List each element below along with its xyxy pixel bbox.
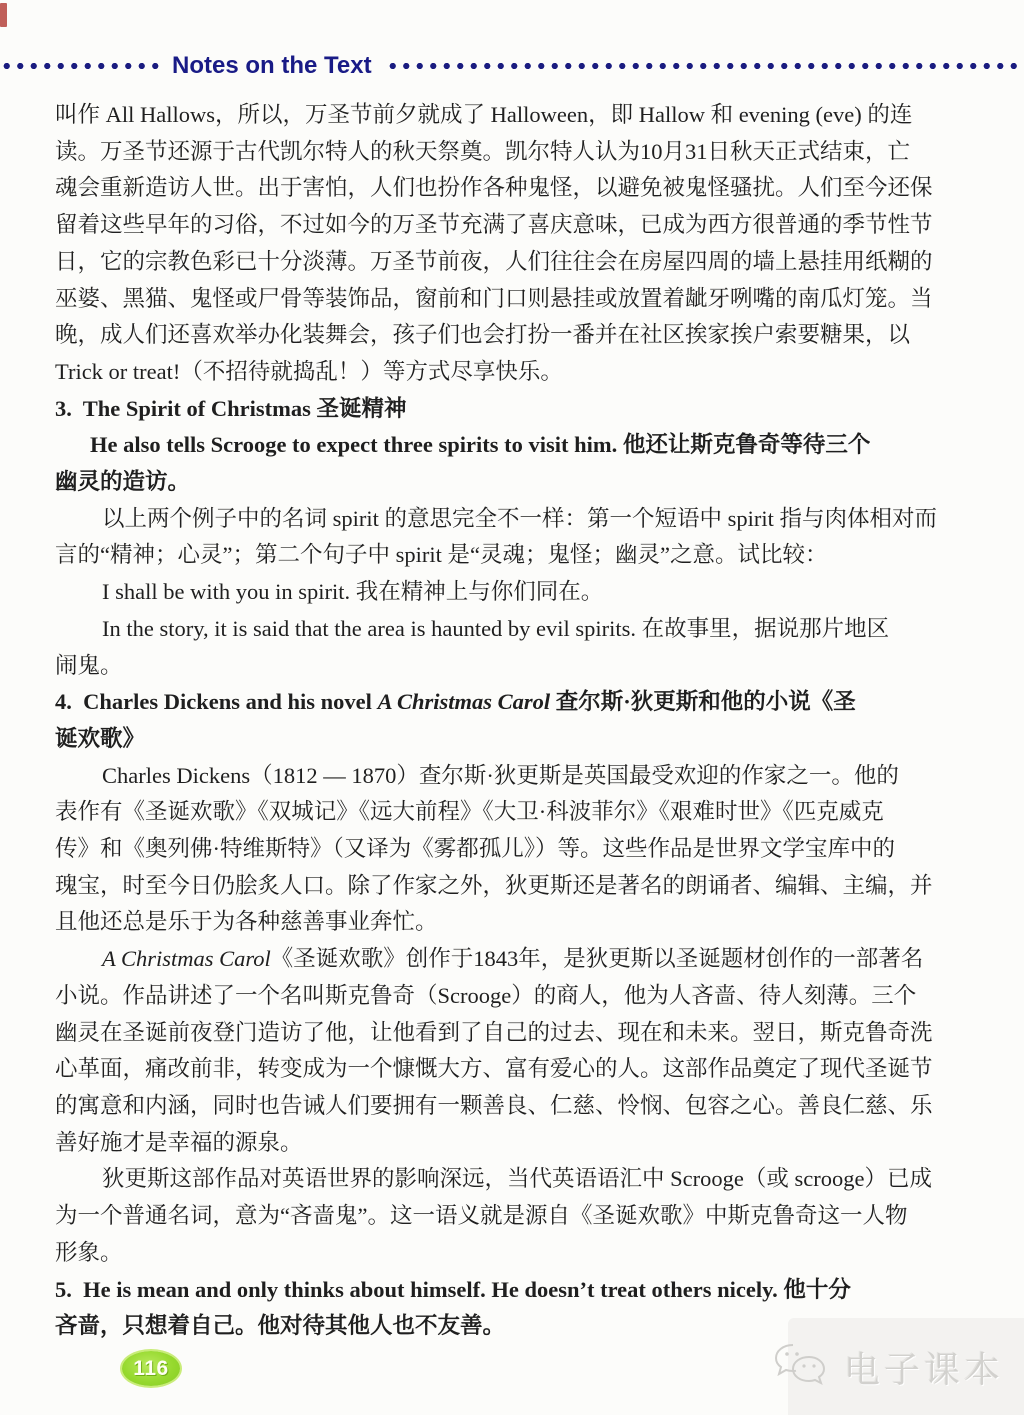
text-line: 魂会重新造访人世。出于害怕，人们也扮作各种鬼怪，以避免被鬼怪骚扰。人们至今还保 bbox=[55, 175, 933, 201]
text-line: 心革面，痛改前非，转变成为一个慷慨大方、富有爱心的人。这部作品奠定了现代圣诞节 bbox=[55, 1056, 933, 1082]
scan-mark bbox=[0, 3, 7, 27]
text-line: 巫婆、黑猫、鬼怪或尸骨等装饰品，窗前和门口则悬挂或放置着龇牙咧嘴的南瓜灯笼。当 bbox=[55, 285, 933, 311]
text-line: 5. He is mean and only thinks about himself. He doesn’t treat others nicely. 他十分 bbox=[55, 1276, 851, 1302]
text-line: 以上两个例子中的名词 spirit 的意思完全不一样：第一个短语中 spirit 指与肉体相对而 bbox=[102, 505, 938, 531]
watermark bbox=[772, 1341, 1004, 1393]
dotted-rule-right bbox=[386, 62, 1024, 70]
text-line: 善好施才是幸福的源泉。 bbox=[55, 1129, 303, 1155]
text-line: In the story, it is said that the area is haunted by evil spirits. 在故事里，据说那片地区 bbox=[102, 615, 890, 641]
text-line: 闹鬼。 bbox=[55, 652, 123, 678]
text-line: 4. Charles Dickens and his novel A Christmas Carol 查尔斯·狄更斯和他的小说《圣 bbox=[55, 689, 856, 715]
section-title: Notes on the Text bbox=[172, 52, 372, 79]
text-line: He also tells Scrooge to expect three spirits to visit him. 他还让斯克鲁奇等待三个 bbox=[90, 432, 871, 458]
text-line: 言的“精神；心灵”；第二个句子中 spirit 是“灵魂；鬼怪；幽灵”之意。试比较： bbox=[55, 542, 828, 568]
text-line: 小说。作品讲述了一个名叫斯克鲁奇（Scrooge）的商人，他为人吝啬、待人刻薄。三个 bbox=[55, 982, 917, 1008]
text-line: Trick or treat!（不招待就捣乱！）等方式尽享快乐。 bbox=[55, 358, 563, 384]
text-line: 晚，成人们还喜欢举办化装舞会，孩子们也会打扮一番并在社区挨家挨户索要糖果，以 bbox=[55, 322, 911, 348]
text-line: 瑰宝，时至今日仍脍炙人口。除了作家之外，狄更斯还是著名的朗诵者、编辑、主编，并 bbox=[55, 872, 933, 898]
text-line: 留着这些早年的习俗，不过如今的万圣节充满了喜庆意味，已成为西方很普通的季节性节 bbox=[55, 212, 933, 238]
text-line: 读。万圣节还源于古代凯尔特人的秋天祭奠。凯尔特人认为10月31日秋天正式结束，亡 bbox=[55, 138, 911, 164]
text-line: 日，它的宗教色彩已十分淡薄。万圣节前夜，人们往往会在房屋四周的墙上悬挂用纸糊的 bbox=[55, 248, 933, 274]
text-line: 诞欢歌》 bbox=[55, 725, 146, 751]
text-line: 叫作 All Hallows，所以，万圣节前夕就成了 Halloween，即 Hallow 和 evening (eve) 的连 bbox=[55, 102, 913, 127]
wechat-icon bbox=[772, 1341, 830, 1393]
page-number-badge: 116 bbox=[122, 1351, 180, 1386]
text-line: 幽灵在圣诞前夜登门造访了他，让他看到了自己的过去、现在和未来。翌日，斯克鲁奇洗 bbox=[55, 1019, 933, 1045]
text-line: A Christmas Carol《圣诞欢歌》创作于1843年，是狄更斯以圣诞题材创作的一部著名 bbox=[102, 946, 924, 972]
dotted-rule-left bbox=[0, 62, 160, 70]
notes-text-body bbox=[55, 97, 968, 1345]
text-line: 为一个普通名词，意为“吝啬鬼”。这一语义就是源自《圣诞欢歌》中斯克鲁奇这一人物 bbox=[55, 1203, 908, 1229]
text-line: 表作有《圣诞欢歌》《双城记》《远大前程》《大卫·科波菲尔》《艰难时世》《匹克威克 bbox=[55, 799, 884, 825]
text-line: 且他还总是乐于为各种慈善事业奔忙。 bbox=[55, 909, 438, 935]
text-line: 吝啬，只想着自己。他对待其他人也不友善。 bbox=[55, 1313, 506, 1339]
text-line: Charles Dickens（1812 — 1870）查尔斯·狄更斯是英国最受欢迎的作家之一。他的 bbox=[102, 762, 899, 788]
text-line: 幽灵的造访。 bbox=[55, 469, 191, 495]
text-line: 狄更斯这部作品对英语世界的影响深远，当代英语语汇中 Scrooge（或 scrooge）已成 bbox=[102, 1166, 932, 1192]
watermark-label: 电子课本 bbox=[843, 1349, 1004, 1391]
text-line: 传》和《奥列佛·特维斯特》（又译为《雾都孤儿》）等。这些作品是世界文学宝库中的 bbox=[55, 836, 895, 862]
section-header bbox=[0, 50, 1024, 82]
text-line: 的寓意和内涵，同时也告诫人们要拥有一颗善良、仁慈、怜悯、包容之心。善良仁慈、乐 bbox=[55, 1092, 933, 1118]
text-line: I shall be with you in spirit. 我在精神上与你们同在。 bbox=[102, 579, 604, 605]
text-line: 形象。 bbox=[55, 1239, 123, 1265]
text-line: 3. The Spirit of Christmas 圣诞精神 bbox=[55, 395, 407, 421]
